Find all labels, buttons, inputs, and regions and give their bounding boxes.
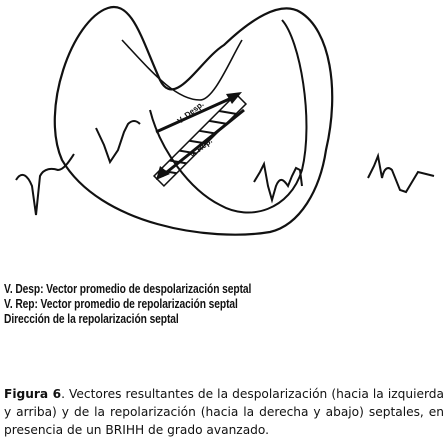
depolarization-vector-label: V. Desp. (175, 99, 206, 126)
ecg-trace-ventricular (254, 164, 302, 200)
legend-line: V. Desp: Vector promedio de despolarización septal (4, 282, 252, 296)
septum-inner-outline (122, 40, 242, 100)
ecg-trace-left (16, 154, 74, 215)
figure-legend (4, 282, 251, 327)
repolarization-vector-label: V. Rep. (187, 136, 215, 160)
heart-outline (55, 7, 332, 235)
legend-line: V. Rep: Vector promedio de repolarización septal (4, 297, 238, 311)
ecg-trace-septal (96, 121, 140, 162)
legend-line: Dirección de la repolarización septal (4, 312, 179, 326)
figure-caption (4, 385, 444, 439)
ventricle-inner-outline (150, 20, 306, 212)
caption-text: . Vectores resultantes de la despolarización (hacia la izquierda y arriba) y de la repolarización (hacia la derecha y abajo) septales, en presencia de un BRIHH de grado avanzado. (4, 387, 444, 437)
caption-label: Figura 6 (4, 387, 62, 401)
ecg-trace-right (368, 156, 434, 192)
